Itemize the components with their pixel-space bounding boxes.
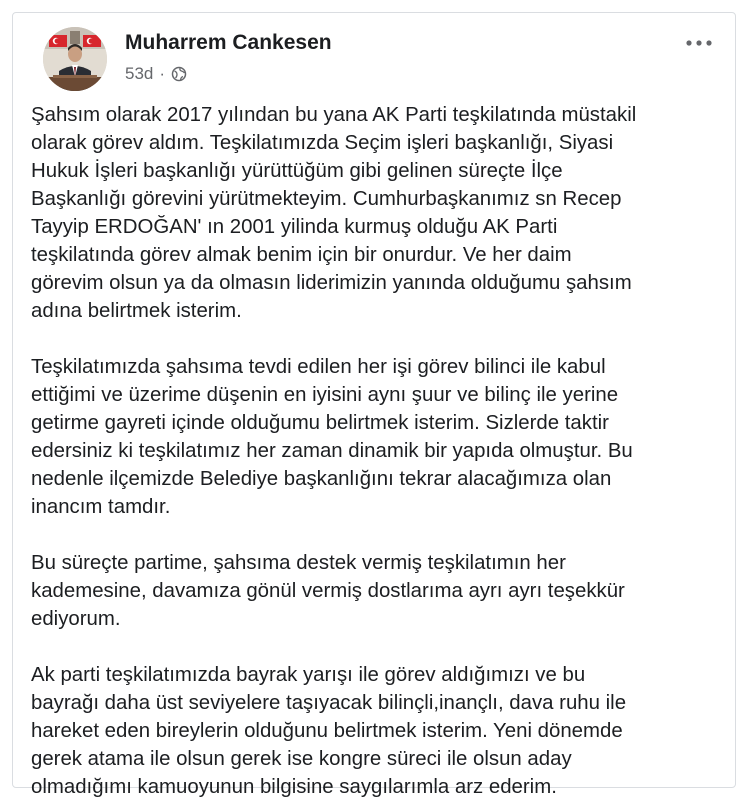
text-line: getirme gayreti içinde olduğumu belirtmek isterim. Sizlerde taktir (31, 412, 609, 434)
avatar-photo (43, 27, 107, 91)
text-line: bayrağı daha üst seviyelere taşıyacak bilinçli,inançlı, dava ruhu ile (31, 692, 627, 714)
text-line: kademesine, davamıza gönül vermiş dostlarıma ayrı ayrı teşekkür (31, 580, 625, 602)
text-line: Ak parti teşkilatımızda bayrak yarışı ile görev aldığımızı ve bu (31, 664, 586, 686)
text-line: adına belirtmek isterim. (31, 300, 242, 322)
text-line: ettiğimi ve üzerime düşenin en iyisini aynı şuur ve bilinç ile yerine (31, 384, 619, 406)
meta-separator: · (159, 64, 166, 83)
text-line: Başkanlığı görevini yürütmekteyim. Cumhurbaşkanımız sn Recep (31, 188, 622, 210)
post-paragraph (31, 353, 719, 521)
globe-icon[interactable] (171, 66, 187, 82)
text-line: Bu süreçte partime, şahsıma destek vermiş teşkilatımın her (31, 552, 566, 574)
post-meta (125, 63, 187, 85)
post-header (25, 21, 723, 101)
more-options-icon (685, 39, 713, 47)
text-line: Hukuk İşleri başkanlığı yürüttüğüm gibi gelinen süreçte İlçe (31, 160, 563, 182)
text-line: Tayyip ERDOĞAN' ın 2001 yilinda kurmuş olduğu AK Parti (31, 216, 558, 238)
text-line: Şahsım olarak 2017 yılından bu yana AK Parti teşkilatında müstakil (31, 104, 637, 126)
post-timestamp[interactable]: 53d (125, 64, 154, 83)
text-line: nedenle ilçemizde Belediye başkanlığını tekrar alacağımıza olan (31, 468, 612, 490)
text-line: teşkilatında görev almak benim için bir onurdur. Ve her daim (31, 244, 572, 266)
post-card (12, 12, 736, 798)
text-line: edersiniz ki teşkilatımız her zaman dinamik bir yapıda olmuştur. Bu (31, 440, 633, 462)
author-name[interactable]: Muharrem Cankesen (125, 31, 332, 54)
post-text (31, 101, 719, 801)
more-options-button[interactable] (681, 31, 717, 55)
text-line: gerek atama ile olsun gerek ise kongre süreci ile olsun aday (31, 748, 572, 770)
text-line: olmadığımı kamuoyunun bilgisine saygılarımla arz ederim. (31, 776, 557, 798)
text-line: görevim olsun ya da olmasın liderimizin yanında olduğumu şahsım (31, 272, 632, 294)
post-paragraph (31, 549, 719, 633)
text-line: ediyorum. (31, 608, 121, 630)
avatar[interactable] (43, 27, 107, 91)
post-paragraph (31, 661, 719, 801)
text-line: hareket eden bireylerin olduğunu belirtmek isterim. Yeni dönemde (31, 720, 623, 742)
post-paragraph (31, 101, 719, 325)
text-line: Teşkilatımızda şahsıma tevdi edilen her işi görev bilinci ile kabul (31, 356, 606, 378)
text-line: olarak görev aldım. Teşkilatımızda Seçim işleri başkanlığı, Siyasi (31, 132, 614, 154)
text-line: inancım tamdır. (31, 496, 171, 518)
